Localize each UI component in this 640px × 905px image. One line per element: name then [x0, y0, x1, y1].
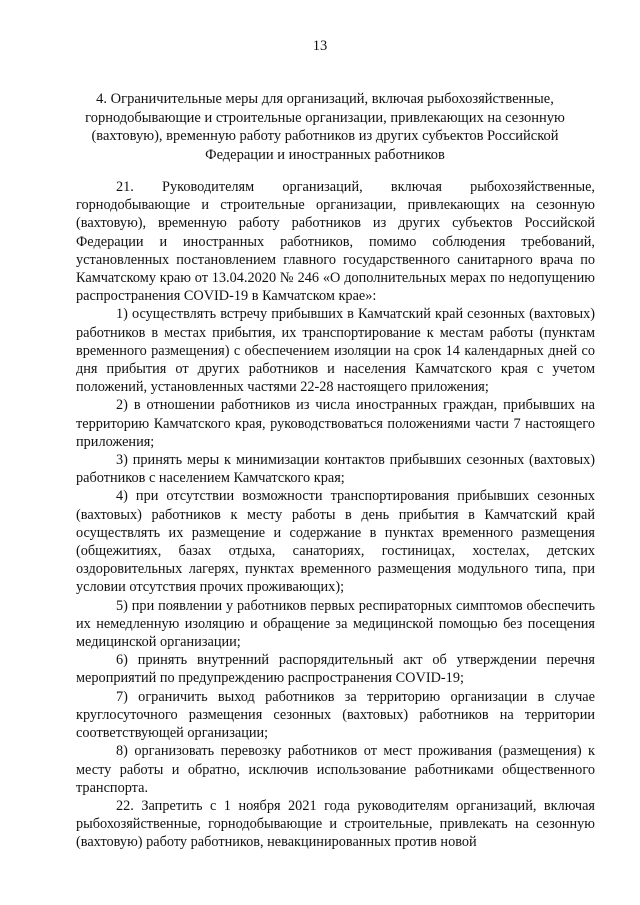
list-item-5: 5) при появлении у работников первых респираторных симптомов обеспечить их немедленную изоляцию и обращение за медицинской помощью без посещения медицинской организации;	[76, 597, 595, 651]
list-item-1: 1) осуществлять встречу прибывших в Камчатский край сезонных (вахтовых) работников в местах прибытия, их транспортирование к местам работы (пунктам временного размещения) с обеспечением изоляции на срок 14 календарных дней со дня прибытия от других работников и населения Камчатского края с учетом положений, установленных частями 22-28 настоящего приложения;	[76, 306, 595, 396]
list-item-8: 8) организовать перевозку работников от мест проживания (размещения) к месту работы и обратно, исключив использование работниками общественного транспорта.	[76, 743, 595, 796]
list-item-3: 3) принять меры к минимизации контактов прибывших сезонных (вахтовых) работников с населением Камчатского края;	[76, 452, 595, 487]
list-item-7: 7) ограничить выход работников за территорию организации в случае круглосуточного размещения сезонных (вахтовых) работников на территории соответствующей организации;	[76, 688, 595, 742]
paragraph-21: 21. Руководителям организаций, включая рыбохозяйственные, горнодобывающие и строительные организации, привлекающих на сезонную (вахтовую), временную работу работников из других субъектов Российской Федерации и иностранных работников, помимо соблюдения требований, установленных постановлением главного государственного санитарного врача по Камчатскому краю от 13.04.2020 № 246 «О дополнительных мерах по недопущению распространения COVID-19 в Камчатском крае»:	[76, 179, 595, 305]
section-title: 4. Ограничительные меры для организаций, включая рыбохозяйственные, горнодобывающие и строительные организации, привлекающих на сезонную (вахтовую), временную работу работников из других субъектов Российской Федерации и иностранных работников	[85, 91, 565, 163]
document-body	[76, 178, 595, 852]
list-item-6: 6) принять внутренний распорядительный акт об утверждении перечня мероприятий по предупреждению распространения COVID-19;	[76, 652, 595, 687]
list-item-2: 2) в отношении работников из числа иностранных граждан, прибывших на территорию Камчатского края, руководствоваться положениями части 7 настоящего приложения;	[76, 397, 595, 450]
paragraph-22: 22. Запретить с 1 ноября 2021 года руководителям организаций, включая рыбохозяйственные, горнодобывающие и строительные, привлекать на сезонную (вахтовую) работу работников, невакцинированных против новой	[76, 797, 595, 851]
list-item-4: 4) при отсутствии возможности транспортирования прибывших сезонных (вахтовых) работников к месту работы в день прибытия в Камчатский край осуществлять их размещение и содержание в пунктах временного размещения (общежитиях, базах отдыха, санаториях, гостиницах, хостелах, детских оздоровительных лагерях, пунктах временного размещения модульного типа, при условии отсутствия прочих проживающих);	[76, 488, 595, 596]
page-number: 13	[312, 38, 328, 54]
